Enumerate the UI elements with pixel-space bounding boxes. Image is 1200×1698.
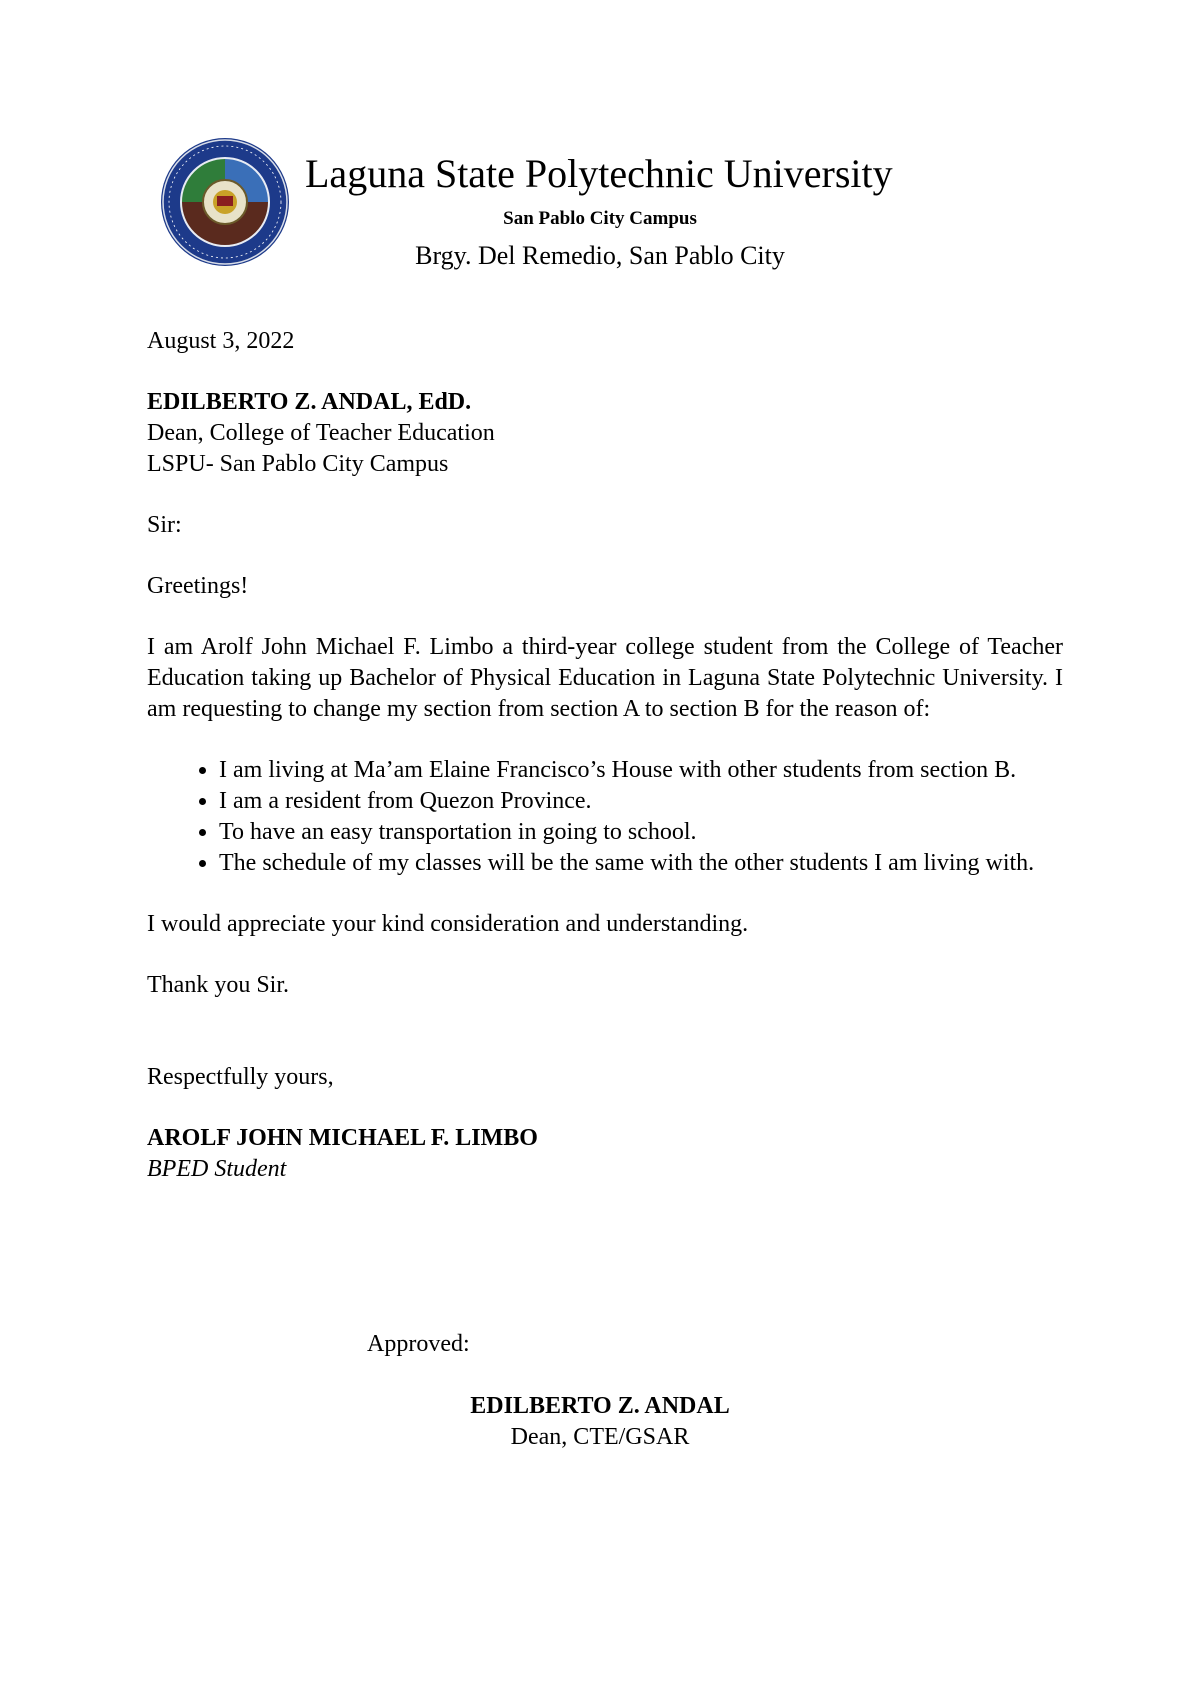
list-item: • I am a resident from Quezon Province. — [219, 786, 1063, 817]
recipient-office: LSPU- San Pablo City Campus — [147, 451, 449, 477]
list-item: • I am living at Ma’am Elaine Francisco’s House with other students from section B. — [219, 755, 1063, 786]
thanks-line: Thank you Sir. — [147, 972, 289, 998]
campus-name: San Pablo City Campus — [503, 208, 697, 229]
reasons-list — [147, 755, 1063, 879]
list-item: • To have an easy transportation in going to school. — [219, 817, 1063, 848]
recipient-name: EDILBERTO Z. ANDAL, EdD. — [147, 389, 472, 415]
greeting: Greetings! — [147, 573, 249, 599]
list-item: • The schedule of my classes will be the same with the other students I am living with. — [219, 848, 1063, 879]
salutation: Sir: — [147, 512, 182, 538]
letter-date: August 3, 2022 — [147, 328, 295, 354]
sender-name: AROLF JOHN MICHAEL F. LIMBO — [147, 1125, 538, 1151]
approval-label: Approved: — [367, 1331, 470, 1357]
letter-body — [147, 326, 1063, 1185]
university-name: Laguna State Polytechnic University — [305, 151, 893, 196]
approver-name: EDILBERTO Z. ANDAL — [470, 1393, 730, 1419]
approver-title: Dean, CTE/GSAR — [510, 1424, 690, 1450]
sender-role: BPED Student — [147, 1156, 287, 1182]
appreciation-paragraph: I would appreciate your kind consideration and understanding. — [147, 911, 749, 937]
intro-paragraph: I am Arolf John Michael F. Limbo a third-year college student from the College of Teacher Education taking up Bachelor of Physical Education in Laguna State Polytechnic University. I am requesting to change my section from section A to section B for the reason of: — [147, 634, 1063, 722]
closing-line: Respectfully yours, — [147, 1064, 334, 1090]
recipient-title: Dean, College of Teacher Education — [147, 420, 495, 446]
campus-address: Brgy. Del Remedio, San Pablo City — [415, 241, 785, 270]
approval-signature-block — [0, 1391, 1200, 1453]
